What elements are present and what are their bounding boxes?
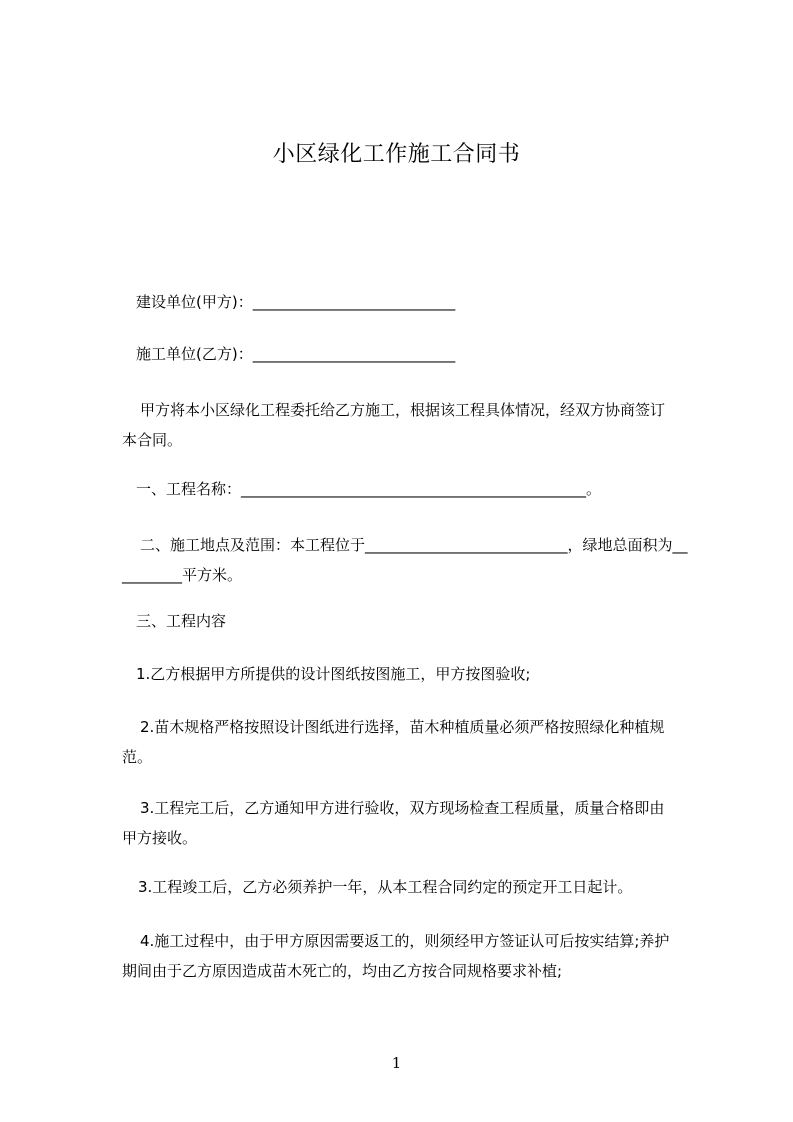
item-1: 1.乙方根据甲方所提供的设计图纸按图施工，甲方按图验收;	[136, 665, 531, 683]
section-2-line-1: 二、施工地点及范围：本工程位于___________________________，绿地总面积为__	[140, 536, 688, 554]
section-1-project-name: 一、工程名称：______________________________________________。	[136, 480, 602, 498]
item-2-line-2: 范。	[122, 748, 153, 766]
section-3-heading: 三、工程内容	[136, 612, 227, 630]
item-3a	[122, 793, 718, 853]
page-number: 1	[391, 1054, 402, 1072]
item-3a-line-1: 3.工程完工后，乙方通知甲方进行验收，双方现场检查工程质量，质量合格即由	[140, 799, 665, 817]
item-4	[122, 926, 718, 986]
item-2-line-1: 2.苗木规格严格按照设计图纸进行选择，苗木种植质量必须严格按照绿化种植规	[140, 718, 665, 736]
item-4-line-1: 4.施工过程中，由于甲方原因需要返工的，则须经甲方签证认可后按实结算;养护	[140, 932, 670, 950]
document-title: 小区绿化工作施工合同书	[272, 142, 521, 167]
item-2	[122, 712, 718, 772]
party-a-line: 建设单位(甲方)：___________________________	[136, 293, 456, 311]
intro-line-2: 本合同。	[122, 431, 183, 449]
section-2-location	[122, 530, 718, 590]
party-b-line: 施工单位(乙方)：___________________________	[136, 345, 456, 363]
item-4-line-2: 期间由于乙方原因造成苗木死亡的，均由乙方按合同规格要求补植;	[122, 962, 563, 980]
item-3a-line-2: 甲方接收。	[122, 829, 198, 847]
intro-line-1: 甲方将本小区绿化工程委托给乙方施工，根据该工程具体情况，经双方协商签订	[140, 401, 666, 419]
section-2-line-2: ________平方米。	[122, 566, 243, 584]
intro-paragraph	[122, 395, 718, 455]
item-3b: 3.工程竣工后，乙方必须养护一年，从本工程合同约定的预定开工日起计。	[138, 878, 633, 896]
